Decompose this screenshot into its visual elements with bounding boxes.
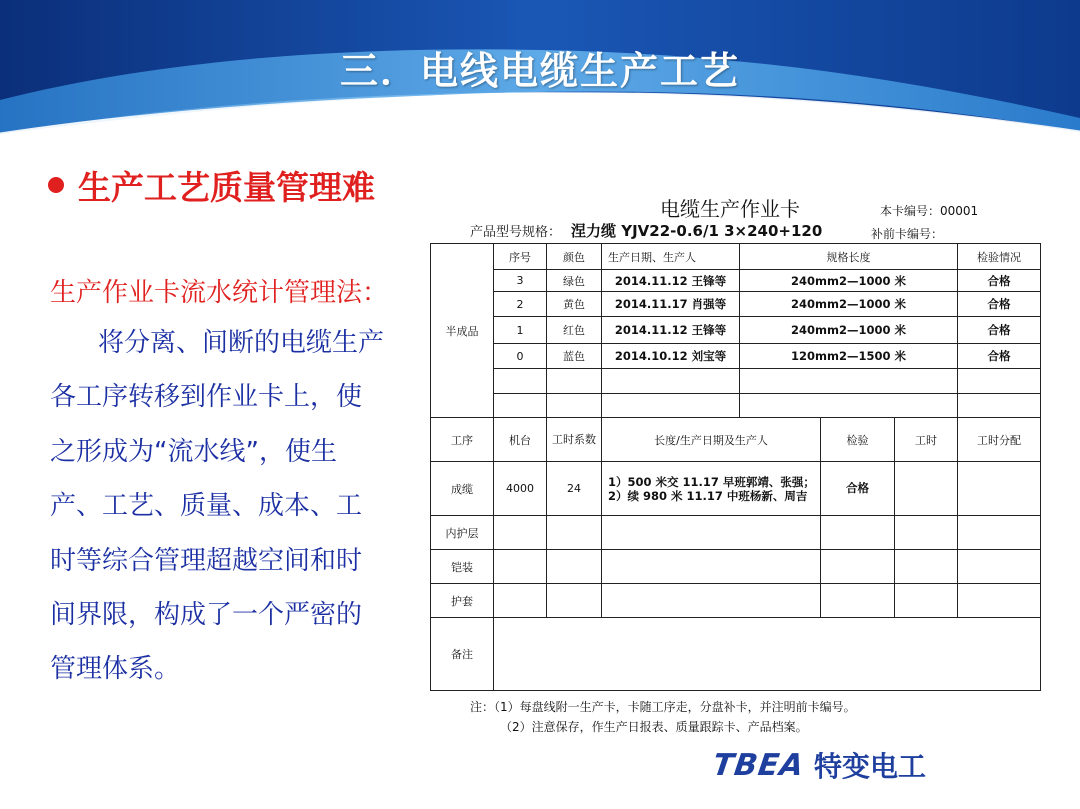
- empty-cell: [602, 550, 821, 584]
- semi-header-cell: 生产日期、生产人: [602, 244, 740, 270]
- header-banner: [0, 0, 1080, 140]
- semi-section-label: 半成品: [431, 244, 494, 418]
- semi-header-cell: 序号: [494, 244, 547, 270]
- semi-cell: 黄色: [547, 292, 602, 317]
- empty-cell: [740, 394, 958, 418]
- empty-cell: [547, 550, 602, 584]
- semi-cell: 2014.11.12 王锋等: [602, 270, 740, 292]
- empty-cell: [494, 516, 547, 550]
- empty-cell: [602, 394, 740, 418]
- empty-cell: [547, 394, 602, 418]
- empty-cell: [494, 584, 547, 618]
- semi-header-cell: 检验情况: [958, 244, 1041, 270]
- table-row: [431, 317, 1041, 344]
- empty-cell: [547, 369, 602, 394]
- slide-title: 三．电线电缆生产工艺: [339, 49, 740, 93]
- empty-cell: [958, 369, 1041, 394]
- process-detail: 1）500 米交 11.17 早班郭靖、张强；2）续 980 米 11.17 中班杨新、周吉: [602, 462, 821, 516]
- empty-cell: [958, 516, 1041, 550]
- semi-cell: 2014.11.12 王锋等: [602, 317, 740, 344]
- empty-cell: [740, 369, 958, 394]
- body-line: 之形成为“流水线”，使生: [50, 436, 337, 467]
- semi-cell: 绿色: [547, 270, 602, 292]
- process-cell: 24: [547, 462, 602, 516]
- table-row: [431, 292, 1041, 317]
- process-name: 护套: [431, 584, 494, 618]
- empty-cell: [494, 550, 547, 584]
- semi-header-cell: 颜色: [547, 244, 602, 270]
- empty-cell: [602, 584, 821, 618]
- body-line: 产、工艺、质量、成本、工: [50, 491, 363, 522]
- body-line: 间界限，构成了一个严密的: [50, 599, 363, 630]
- table-row: [431, 584, 1041, 618]
- table-row: [431, 344, 1041, 369]
- semi-header-row: [431, 244, 1041, 270]
- empty-cell: [958, 550, 1041, 584]
- card-number: 本卡编号：00001: [880, 204, 979, 218]
- semi-cell: 合格: [958, 344, 1041, 369]
- empty-cell: [547, 584, 602, 618]
- work-card-table: [430, 243, 1041, 691]
- empty-cell: [821, 516, 895, 550]
- empty-cell: [494, 369, 547, 394]
- card-notes: [470, 697, 856, 737]
- table-row: [431, 550, 1041, 584]
- table-row: [431, 369, 1041, 394]
- note-line: 注：（1）每盘线附一生产卡，卡随工序走，分盘补卡，并注明前卡编号。: [470, 700, 856, 714]
- patch-card-number: 补前卡编号：: [871, 227, 944, 241]
- empty-cell: [494, 394, 547, 418]
- semi-cell: 3: [494, 270, 547, 292]
- semi-cell: 2014.10.12 刘宝等: [602, 344, 740, 369]
- spec-label: 产品型号规格：: [470, 225, 562, 240]
- process-cell: 4000: [494, 462, 547, 516]
- note-line: （2）注意保存，作生产日报表、质量跟踪卡、产品档案。: [500, 720, 808, 734]
- table-row: [431, 516, 1041, 550]
- logo-en: TBEA: [710, 747, 807, 783]
- process-header-cell: 工时分配: [958, 418, 1041, 462]
- table-row: [431, 394, 1041, 418]
- body-paragraph: [50, 316, 410, 697]
- bullet-text: 生产工艺质量管理难: [78, 167, 375, 207]
- empty-cell: [958, 394, 1041, 418]
- process-header-cell: 检验: [821, 418, 895, 462]
- remark-cell: [494, 618, 1041, 691]
- sub-heading: 生产作业卡流水统计管理法：: [50, 278, 389, 308]
- process-header-cell: 工序: [431, 418, 494, 462]
- semi-cell: 红色: [547, 317, 602, 344]
- empty-cell: [821, 550, 895, 584]
- semi-cell: 240mm2—1000 米: [740, 292, 958, 317]
- semi-cell: 合格: [958, 317, 1041, 344]
- company-logo: [710, 745, 927, 785]
- empty-cell: [895, 550, 958, 584]
- process-name: 成缆: [431, 462, 494, 516]
- process-header-cell: 机台: [494, 418, 547, 462]
- process-name: 内护层: [431, 516, 494, 550]
- semi-cell: 蓝色: [547, 344, 602, 369]
- body-line: 将分离、间断的电缆生产: [98, 328, 385, 358]
- logo-cn: 特变电工: [814, 750, 927, 783]
- semi-cell: 合格: [958, 292, 1041, 317]
- process-header-cell: 工时: [895, 418, 958, 462]
- table-row: [431, 462, 1041, 516]
- semi-header-cell: 规格长度: [740, 244, 958, 270]
- body-line: 管理体系。: [50, 654, 181, 685]
- empty-cell: [547, 516, 602, 550]
- semi-cell: 120mm2—1500 米: [740, 344, 958, 369]
- semi-cell: 2014.11.17 肖强等: [602, 292, 740, 317]
- body-line: 时等综合管理超越空间和时: [50, 545, 363, 576]
- remark-row: [431, 618, 1041, 691]
- semi-cell: 合格: [958, 270, 1041, 292]
- spec-line: [470, 220, 822, 241]
- empty-cell: [602, 369, 740, 394]
- process-header-row: [431, 418, 1041, 462]
- semi-cell: 1: [494, 317, 547, 344]
- remark-label: 备注: [431, 618, 494, 691]
- body-line: 各工序转移到作业卡上，使: [50, 382, 363, 413]
- empty-cell: [895, 516, 958, 550]
- process-header-cell: 工时系数: [547, 418, 602, 462]
- empty-cell: [895, 584, 958, 618]
- empty-cell: [895, 462, 958, 516]
- empty-cell: [602, 516, 821, 550]
- semi-cell: 2: [494, 292, 547, 317]
- spec-value: 涅力缆 YJV22-0.6/1 3×240+120: [571, 222, 823, 240]
- semi-cell: 240mm2—1000 米: [740, 270, 958, 292]
- card-title: 电缆生产作业卡: [660, 197, 800, 221]
- semi-cell: 240mm2—1000 米: [740, 317, 958, 344]
- table-row: [431, 270, 1041, 292]
- empty-cell: [958, 584, 1041, 618]
- empty-cell: [821, 584, 895, 618]
- bullet-dot-icon: [48, 177, 64, 193]
- process-header-cell: 长度/生产日期及生产人: [602, 418, 821, 462]
- semi-cell: 0: [494, 344, 547, 369]
- process-name: 铠装: [431, 550, 494, 584]
- empty-cell: [958, 462, 1041, 516]
- process-check: 合格: [821, 462, 895, 516]
- bullet-heading: [48, 160, 375, 210]
